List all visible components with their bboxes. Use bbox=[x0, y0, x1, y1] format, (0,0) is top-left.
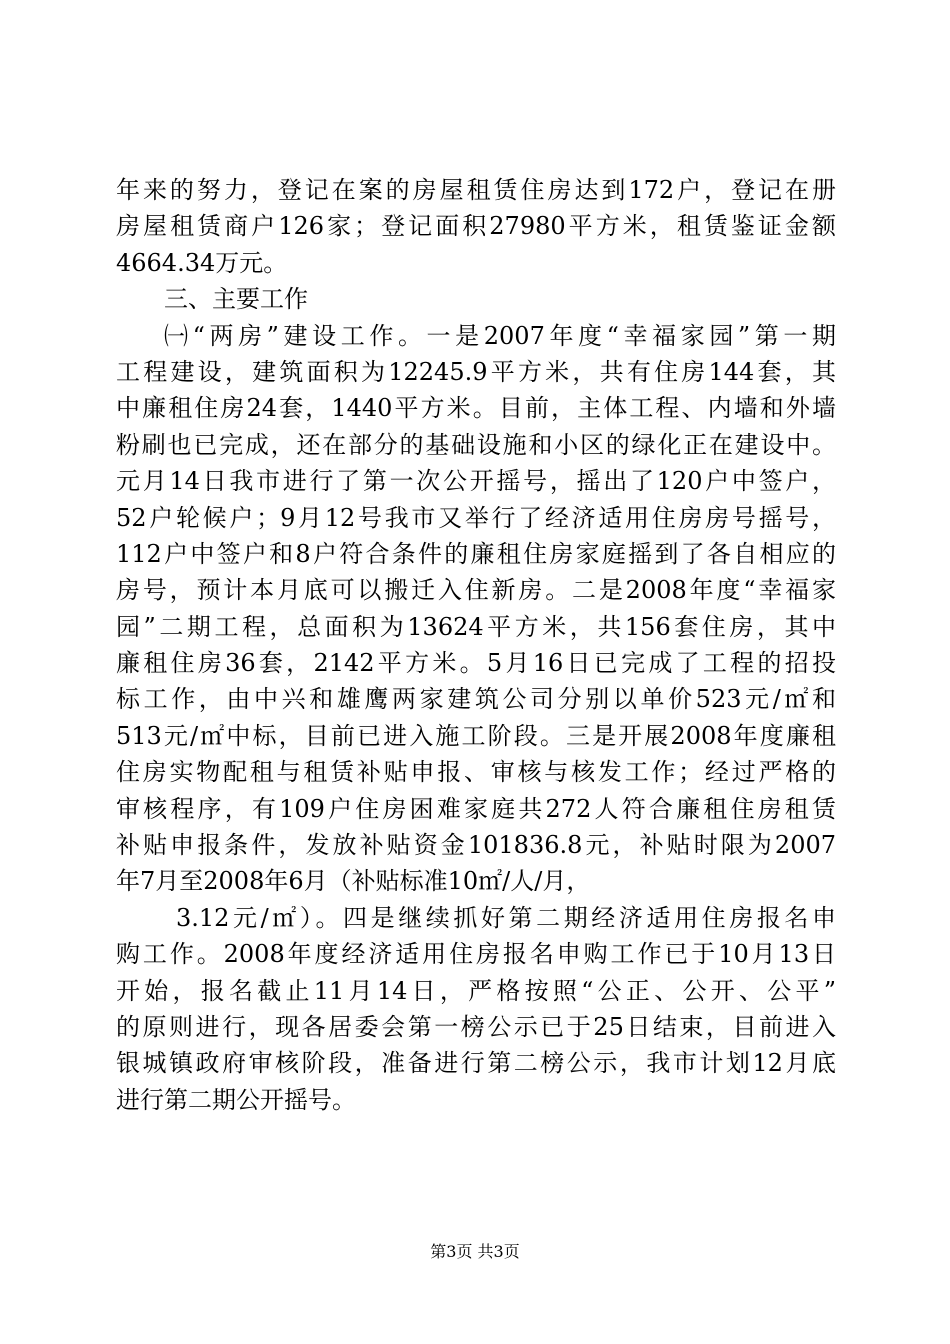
text-line: 513元/㎡中标，目前已进入施工阶段。三是开展2008年度廉租 bbox=[116, 721, 836, 750]
text-line: ㈠“两房”建设工作。一是2007年度“幸福家园”第一期 bbox=[164, 321, 836, 350]
text-line: 开始，报名截止11月14日，严格按照“公正、公开、公平” bbox=[116, 976, 836, 1005]
text-line: 住房实物配租与租赁补贴申报、审核与核发工作；经过严格的 bbox=[116, 758, 836, 787]
text-line: 粉刷也已完成，还在部分的基础设施和小区的绿化正在建设中。 bbox=[116, 430, 836, 459]
page-footer: 第3页 共3页 bbox=[430, 1242, 520, 1261]
body-text bbox=[116, 172, 836, 1118]
text-line: 购工作。2008年度经济适用住房报名申购工作已于10月13日 bbox=[116, 940, 836, 969]
text-line: 4664.34万元。 bbox=[116, 248, 288, 277]
text-line: 的原则进行，现各居委会第一榜公示已于25日结束，目前进入 bbox=[116, 1012, 836, 1041]
text-line: 标工作，由中兴和雄鹰两家建筑公司分别以单价523元/㎡和 bbox=[116, 685, 836, 714]
text-line: 3.12元/㎡）。四是继续抓好第二期经济适用住房报名申 bbox=[176, 903, 836, 932]
text-line: 52户轮候户；9月12号我市又举行了经济适用住房房号摇号， bbox=[116, 503, 836, 532]
text-line: 三、主要工作 bbox=[164, 285, 308, 314]
text-line: 工程建设，建筑面积为12245.9平方米，共有住房144套，其 bbox=[116, 357, 836, 386]
text-line: 补贴申报条件，发放补贴资金101836.8元，补贴时限为2007 bbox=[116, 831, 836, 860]
text-line: 进行第二期公开摇号。 bbox=[116, 1085, 356, 1114]
text-line: 年来的努力，登记在案的房屋租赁住房达到172户，登记在册 bbox=[116, 176, 836, 204]
text-line: 房屋租赁商户126家；登记面积27980平方米，租赁鉴证金额 bbox=[116, 212, 836, 241]
text-line: 元月14日我市进行了第一次公开摇号，摇出了120户中签户， bbox=[116, 467, 836, 496]
text-line: 中廉租住房24套，1440平方米。目前，主体工程、内墙和外墙 bbox=[116, 394, 836, 423]
text-line: 审核程序，有109户住房困难家庭共272人符合廉租住房租赁 bbox=[116, 794, 836, 823]
text-line: 房号，预计本月底可以搬迁入住新房。二是2008年度“幸福家 bbox=[116, 576, 836, 605]
text-line: 112户中签户和8户符合条件的廉租住房家庭摇到了各自相应的 bbox=[116, 539, 836, 568]
text-line: 银城镇政府审核阶段，准备进行第二榜公示，我市计划12月底 bbox=[116, 1049, 836, 1078]
text-line: 年7月至2008年6月（补贴标准10㎡/人/月， bbox=[116, 867, 591, 896]
text-line: 园”二期工程，总面积为13624平方米，共156套住房，其中 bbox=[116, 612, 836, 641]
text-line: 廉租住房36套，2142平方米。5月16日已完成了工程的招投 bbox=[116, 649, 836, 678]
